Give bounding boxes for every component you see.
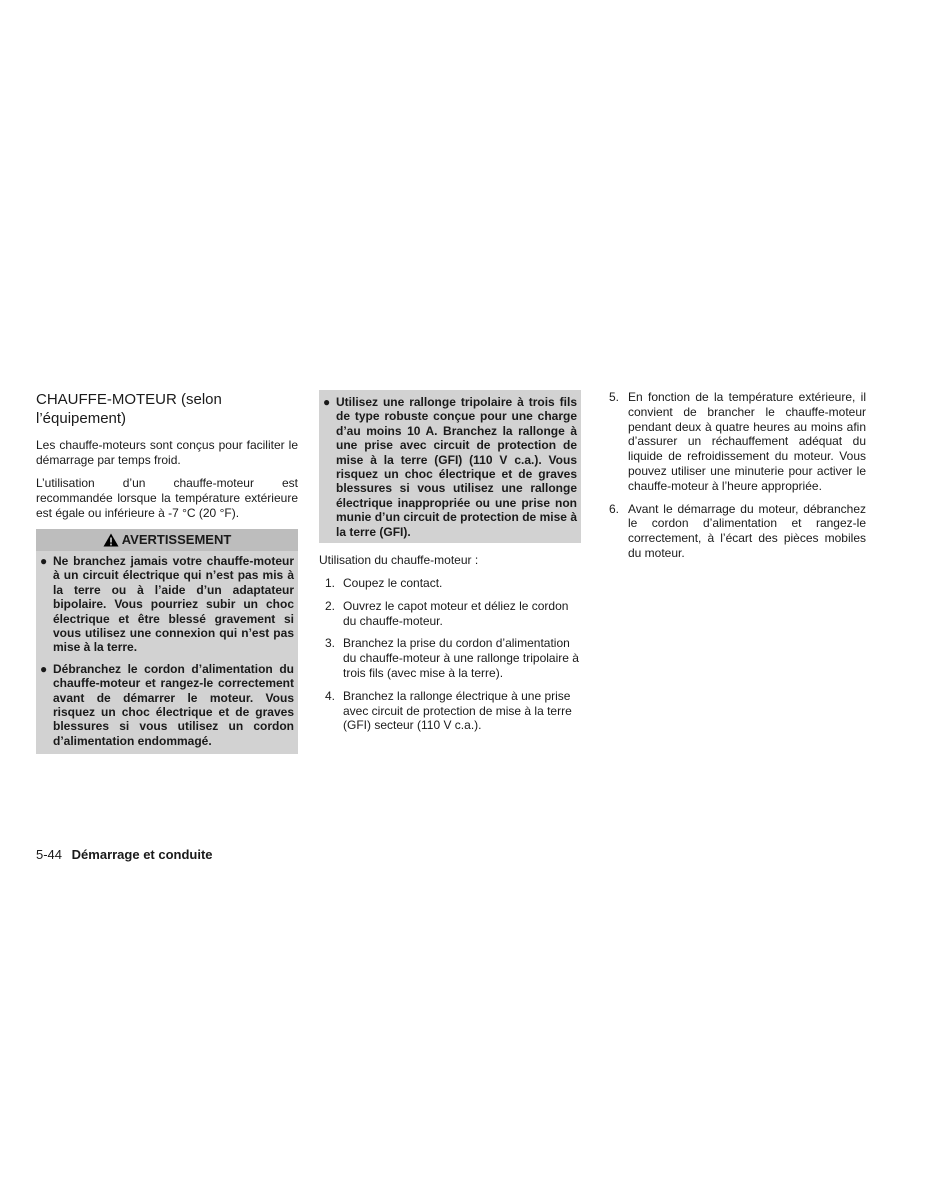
step-item	[319, 636, 581, 680]
warning-item-text: Débranchez le cordon d’alimentation du chauffe-moteur et rangez-le correctement avant de démarrer le moteur. Vous risquez un choc électrique et de graves blessures si vous utilisez un cordon d’alimentation endommagé.	[53, 661, 294, 748]
usage-steps-continued	[609, 390, 866, 561]
intro-paragraph-1: Les chauffe-moteurs sont conçus pour faciliter le démarrage par temps froid.	[36, 438, 298, 467]
step-item	[319, 689, 581, 733]
chapter-title: Démarrage et conduite	[71, 847, 213, 862]
warning-item-text: Utilisez une rallonge tripolaire à trois fils de type robuste conçue pour une charge d’au moins 10 A. Branchez la rallonge à une prise avec circuit de protection de mise à la terre (GFI) (110 V c.a.). Vous risquez un choc électrique et de graves blessures si vous utilisez une rallonge électrique inappropriée ou une prise non munie d’un circuit de protection de mise à la terre (GFI).	[336, 395, 577, 539]
warning-triangle-icon	[103, 533, 119, 547]
step-text: Branchez la prise du cordon d’alimentation du chauffe-moteur à une rallonge tripolaire à trois fils (avec mise à la terre).	[343, 636, 579, 681]
bullet-icon: ●	[323, 395, 331, 409]
warning-list-continued	[323, 395, 577, 539]
step-number: 3.	[325, 636, 336, 651]
warning-list	[36, 551, 298, 750]
warning-label: AVERTISSEMENT	[121, 532, 232, 547]
bullet-icon: ●	[40, 554, 48, 568]
step-number: 2.	[325, 598, 336, 613]
section-title-line2: l’équipement)	[36, 410, 127, 427]
step-text: Coupez le contact.	[343, 576, 443, 591]
step-item	[319, 599, 581, 629]
usage-heading: Utilisation du chauffe-moteur :	[319, 553, 479, 568]
section-title	[36, 390, 298, 428]
warning-item-text: Ne branchez jamais votre chauffe-moteur à un circuit électrique qui n’est pas mis à la terre ou à l’aide d’un adaptateur bipolaire. Vous pourriez subir un choc électrique et être blessé gravement si vous utilisez une connexion qui n’est pas mise à la terre.	[53, 554, 294, 655]
warning-item	[323, 395, 577, 539]
step-number: 5.	[609, 390, 620, 404]
column-right	[609, 390, 866, 569]
warning-box	[36, 529, 298, 754]
page-footer	[36, 847, 213, 863]
column-middle	[319, 390, 581, 741]
step-text: Avant le démarrage du moteur, débranchez le cordon d’alimentation et rangez-le correctement, à l’écart des pièces mobiles du moteur.	[628, 501, 866, 560]
step-item	[609, 390, 866, 494]
warning-item	[40, 554, 294, 655]
step-text: Branchez la rallonge électrique à une prise avec circuit de protection de mise à la terre (GFI) secteur (110 V c.a.).	[343, 688, 572, 733]
intro-paragraph-2: L’utilisation d’un chauffe-moteur est recommandée lorsque la température extérieure est égale ou inférieure à -7 °C (20 °F).	[36, 476, 298, 520]
column-left	[36, 390, 298, 754]
step-number: 4.	[325, 688, 336, 703]
warning-header	[36, 529, 298, 551]
step-text: En fonction de la température extérieure, il convient de brancher le chauffe-moteur pendant deux à quatre heures au moins afin d’assurer un réchauffement adéquat du liquide de refroidissement du moteur. Vous pouvez utiliser une minuterie pour activer le chauffe-moteur à l’heure appropriée.	[628, 390, 866, 493]
step-number: 1.	[325, 576, 336, 591]
step-text: Ouvrez le capot moteur et déliez le cordon du chauffe-moteur.	[343, 598, 569, 628]
step-number: 6.	[609, 501, 620, 516]
usage-steps	[319, 576, 581, 733]
section-title-line1: CHAUFFE-MOTEUR (selon	[36, 391, 222, 408]
bullet-icon: ●	[40, 661, 48, 676]
page-number: 5-44	[36, 847, 63, 862]
warning-box-continued	[319, 390, 581, 543]
step-item	[609, 502, 866, 561]
warning-item	[40, 662, 294, 748]
step-item	[319, 576, 581, 591]
